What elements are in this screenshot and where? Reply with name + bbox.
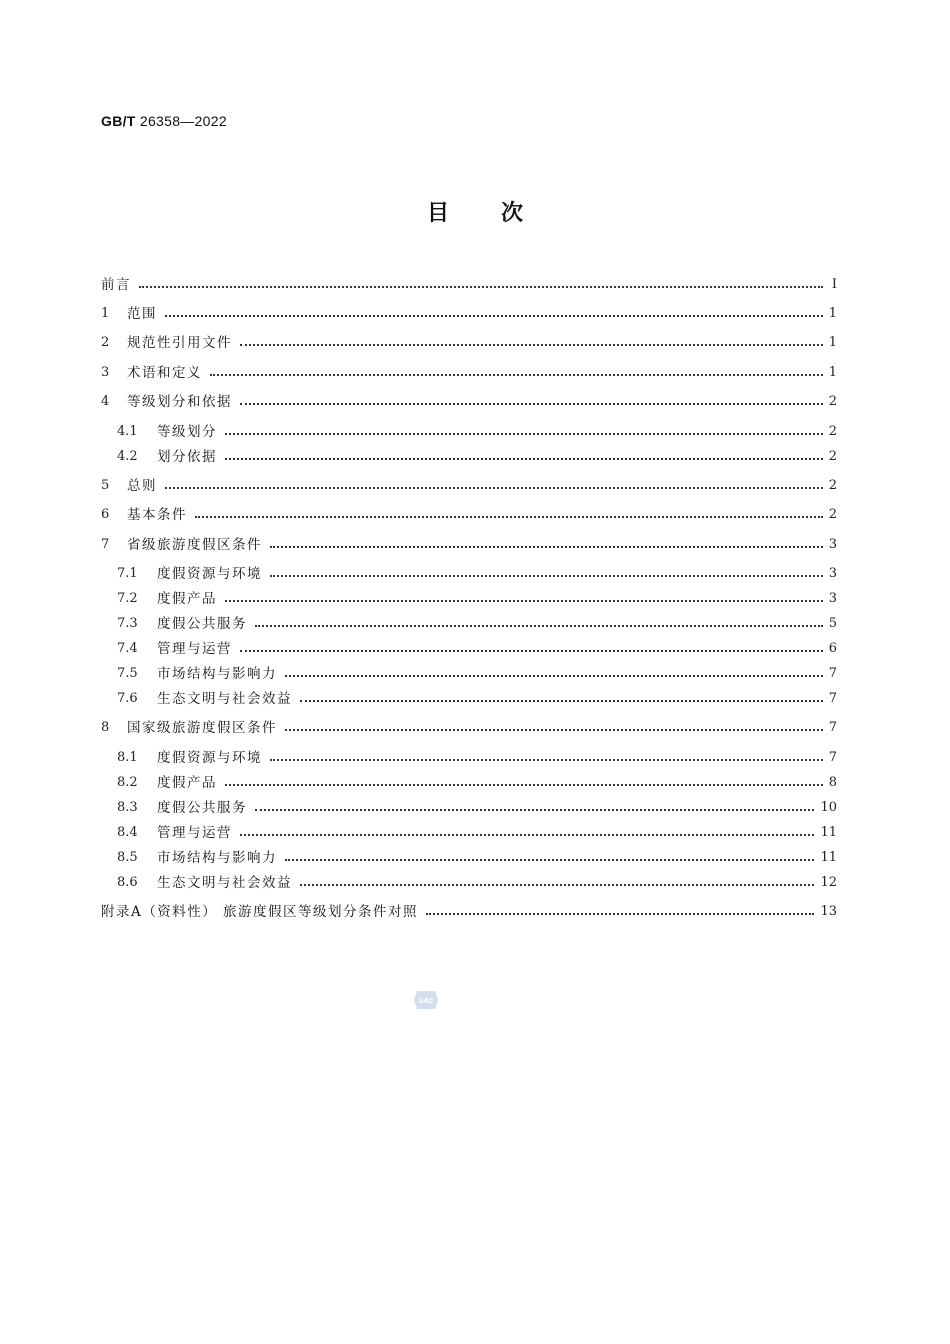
toc-entry-label: 范围	[127, 306, 157, 322]
page-title: 目次	[426, 201, 575, 226]
toc-entry-number: 4.2	[117, 449, 138, 464]
toc-entry-number: 8.3	[117, 800, 138, 815]
dot-leader	[285, 859, 814, 861]
toc-entry-label: 生态文明与社会效益	[157, 691, 292, 707]
toc-entry-label: 术语和定义	[127, 365, 202, 381]
toc-entry-page: 10	[820, 800, 837, 815]
toc-entry[interactable]	[101, 797, 837, 819]
dot-leader	[285, 675, 823, 677]
toc-entry[interactable]	[101, 421, 837, 443]
toc-entry-number: 8.6	[117, 875, 138, 890]
dot-leader	[270, 546, 823, 548]
toc-entry[interactable]	[101, 663, 837, 685]
toc-entry[interactable]	[101, 274, 837, 296]
toc-entry-number: 4	[101, 394, 110, 409]
toc-entry[interactable]	[101, 613, 837, 635]
toc-entry-label: 度假公共服务	[157, 616, 247, 632]
toc-entry-page: 1	[828, 306, 837, 321]
toc-entry-page: 8	[828, 775, 837, 790]
toc-entry-label: 划分依据	[157, 449, 217, 465]
toc-entry-number: 8.5	[117, 850, 138, 865]
toc-entry-label: 度假产品	[157, 775, 217, 791]
toc-entry-label: 生态文明与社会效益	[157, 875, 292, 891]
toc-entry[interactable]	[101, 847, 837, 869]
toc-entry-page: 6	[828, 641, 837, 656]
toc-entry[interactable]	[101, 391, 837, 413]
toc-entry-label: 管理与运营	[157, 641, 232, 657]
toc-entry-page: 7	[828, 691, 837, 706]
toc-entry-label: 规范性引用文件	[127, 335, 232, 351]
watermark-text: SAC	[418, 997, 434, 1005]
dot-leader	[240, 344, 823, 346]
toc-entry-label: 前言	[101, 277, 131, 293]
toc-entry-page: 13	[820, 904, 837, 919]
toc-entry-label: 基本条件	[127, 507, 187, 523]
toc-entry[interactable]	[101, 747, 837, 769]
toc-entry-label: 度假资源与环境	[157, 566, 262, 582]
toc-entry-number: 8.4	[117, 825, 138, 840]
toc-entry-page: 2	[828, 424, 837, 439]
toc-entry[interactable]	[101, 901, 837, 923]
dot-leader	[210, 374, 823, 376]
dot-leader	[300, 700, 823, 702]
toc-entry-label: 市场结构与影响力	[157, 850, 277, 866]
toc-entry-number: 8	[101, 720, 110, 735]
standard-code	[101, 113, 227, 129]
toc-entry-number: 6	[101, 507, 110, 522]
dot-leader	[195, 516, 823, 518]
toc-entry-number: 7.4	[117, 641, 138, 656]
toc-entry-number: 7.6	[117, 691, 138, 706]
toc-entry-page: 2	[828, 449, 837, 464]
dot-leader	[255, 625, 823, 627]
dot-leader	[225, 600, 823, 602]
toc-entry[interactable]	[101, 688, 837, 710]
toc-entry[interactable]	[101, 717, 837, 739]
toc-entry-number: 5	[101, 478, 110, 493]
toc-entry-label: 附录A（资料性） 旅游度假区等级划分条件对照	[101, 904, 419, 920]
toc-entry-page: 12	[820, 875, 837, 890]
dot-leader	[270, 575, 823, 577]
dot-leader	[240, 834, 814, 836]
toc-entry-page: 11	[820, 850, 837, 865]
standard-prefix: GB/T	[101, 113, 136, 129]
toc-entry-label: 等级划分和依据	[127, 394, 232, 410]
toc-entry-number: 7.3	[117, 616, 138, 631]
toc-entry-number: 8.1	[117, 750, 138, 765]
dot-leader	[165, 487, 823, 489]
toc-entry-page: 2	[828, 507, 837, 522]
toc-entry-label: 总则	[127, 478, 157, 494]
dot-leader	[255, 809, 814, 811]
toc-entry-page: 1	[828, 365, 837, 380]
sac-logo-icon	[413, 988, 439, 1012]
toc-entry-number: 3	[101, 365, 110, 380]
dot-leader	[426, 913, 814, 915]
dot-leader	[270, 759, 823, 761]
toc-entry-number: 7.1	[117, 566, 138, 581]
toc-entry-number: 4.1	[117, 424, 138, 439]
dot-leader	[285, 729, 823, 731]
toc-entry-number: 7.2	[117, 591, 138, 606]
toc-entry-label: 管理与运营	[157, 825, 232, 841]
toc-entry[interactable]	[101, 446, 837, 468]
toc-entry-page: 7	[828, 720, 837, 735]
toc-entry[interactable]	[101, 772, 837, 794]
toc-entry[interactable]	[101, 638, 837, 660]
toc-entry-page: 7	[828, 666, 837, 681]
toc-entry-label: 度假公共服务	[157, 800, 247, 816]
standard-number: 26358—2022	[139, 113, 227, 129]
toc-entry-number: 2	[101, 335, 110, 350]
toc-entry[interactable]	[101, 872, 837, 894]
dot-leader	[300, 884, 814, 886]
toc-entry-page: 1	[828, 335, 837, 350]
toc-entry-page: 2	[828, 394, 837, 409]
toc-entry-page: Ⅰ	[831, 277, 837, 292]
dot-leader	[225, 784, 823, 786]
toc-entry[interactable]	[101, 362, 837, 384]
toc-entry-page: 3	[828, 537, 837, 552]
dot-leader	[139, 286, 823, 288]
toc-entry-page: 11	[820, 825, 837, 840]
toc-entry[interactable]	[101, 563, 837, 585]
dot-leader	[225, 433, 823, 435]
toc-entry[interactable]	[101, 475, 837, 497]
toc-entry-page: 3	[828, 566, 837, 581]
toc-entry-page: 2	[828, 478, 837, 493]
dot-leader	[225, 458, 823, 460]
toc-entry[interactable]	[101, 588, 837, 610]
toc-entry-number: 1	[101, 306, 110, 321]
dot-leader	[240, 403, 823, 405]
dot-leader	[165, 315, 823, 317]
toc-entry-label: 国家级旅游度假区条件	[127, 720, 277, 736]
toc-entry[interactable]	[101, 822, 837, 844]
toc-entry-page: 3	[828, 591, 837, 606]
dot-leader	[240, 650, 823, 652]
toc-entry-number: 8.2	[117, 775, 138, 790]
toc-entry-label: 度假资源与环境	[157, 750, 262, 766]
toc-entry[interactable]	[101, 504, 837, 526]
toc-entry-label: 省级旅游度假区条件	[127, 537, 262, 553]
toc-entry-label: 等级划分	[157, 424, 217, 440]
toc-entry-page: 5	[828, 616, 837, 631]
toc-entry[interactable]	[101, 534, 837, 556]
toc-entry-number: 7.5	[117, 666, 138, 681]
toc-entry-label: 市场结构与影响力	[157, 666, 277, 682]
toc-entry[interactable]	[101, 303, 837, 325]
toc-entry-number: 7	[101, 537, 110, 552]
toc-entry-label: 度假产品	[157, 591, 217, 607]
toc-entry[interactable]	[101, 332, 837, 354]
toc-entry-page: 7	[828, 750, 837, 765]
